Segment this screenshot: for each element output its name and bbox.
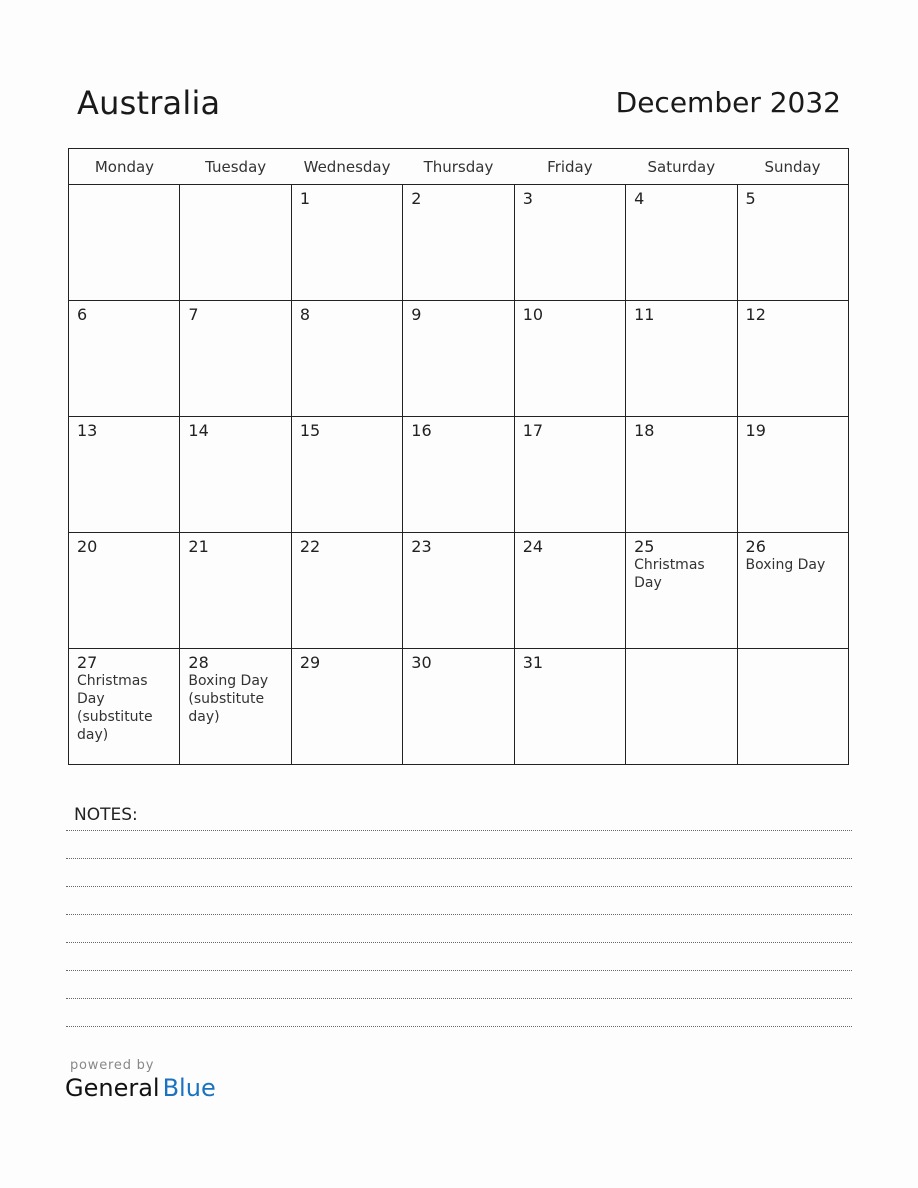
generalblue-logo (65, 1074, 216, 1102)
weekday-thursday: Thursday (403, 149, 514, 185)
day-number: 6 (77, 305, 88, 324)
day-cell (69, 533, 180, 649)
day-number: 26 (745, 537, 766, 556)
holiday-event: Christmas Day (634, 557, 705, 591)
day-cell (403, 533, 514, 649)
day-cell (737, 417, 848, 533)
day-number: 15 (299, 421, 321, 440)
country-title: Australia (77, 84, 221, 122)
weekday-monday: Monday (69, 149, 180, 185)
day-cell (291, 533, 402, 649)
calendar-weeks (69, 185, 849, 765)
day-number: 8 (299, 305, 311, 324)
week-row (69, 649, 849, 765)
day-cell (69, 649, 180, 765)
day-cell (180, 301, 291, 417)
day-number: 20 (77, 537, 98, 556)
day-cell (626, 533, 737, 649)
day-cell (180, 533, 291, 649)
day-cell (69, 417, 180, 533)
day-number: 30 (411, 653, 432, 672)
day-cell (737, 533, 848, 649)
day-cell (291, 301, 402, 417)
day-number: 2 (411, 189, 422, 208)
day-number: 27 (77, 653, 98, 672)
day-number: 9 (411, 305, 422, 324)
day-cell (626, 417, 737, 533)
day-cell (180, 649, 291, 765)
week-row (69, 185, 849, 301)
brand-general: General (65, 1074, 160, 1102)
note-line (66, 942, 852, 943)
day-cell (403, 649, 514, 765)
day-cell (626, 185, 737, 301)
day-cell (180, 185, 291, 301)
day-number: 24 (522, 537, 544, 556)
day-number: 4 (634, 189, 645, 208)
day-number: 17 (522, 421, 544, 440)
day-cell (514, 649, 625, 765)
note-line (66, 830, 852, 831)
day-cell (514, 417, 625, 533)
note-line (66, 998, 852, 999)
day-number: 22 (299, 537, 321, 556)
day-number: 23 (411, 537, 432, 556)
weekday-header-row (69, 149, 849, 185)
holiday-event: Boxing Day (substitute day) (188, 673, 269, 725)
day-cell (180, 417, 291, 533)
weekday-wednesday: Wednesday (291, 149, 402, 185)
weekday-tuesday: Tuesday (180, 149, 291, 185)
holiday-event: Christmas Day (substitute day) (77, 673, 153, 743)
weekday-friday: Friday (514, 149, 625, 185)
day-cell (403, 417, 514, 533)
day-number: 18 (634, 421, 655, 440)
day-number: 29 (299, 653, 321, 672)
day-cell (737, 185, 848, 301)
note-line (66, 858, 852, 859)
note-line (66, 886, 852, 887)
day-cell (291, 417, 402, 533)
note-line (66, 914, 852, 915)
day-number: 21 (188, 537, 209, 556)
day-cell (737, 301, 848, 417)
day-cell (626, 649, 737, 765)
day-cell (514, 301, 625, 417)
day-number: 10 (522, 305, 544, 324)
note-line (66, 970, 852, 971)
day-number: 1 (299, 189, 311, 208)
day-number: 12 (745, 305, 766, 324)
week-row (69, 533, 849, 649)
day-number: 14 (188, 421, 209, 440)
brand-blue: Blue (162, 1074, 216, 1102)
calendar-grid (68, 148, 849, 765)
day-cell (69, 301, 180, 417)
day-number: 13 (77, 421, 98, 440)
note-line (66, 1026, 852, 1027)
day-number: 5 (745, 189, 756, 208)
day-cell (403, 185, 514, 301)
notes-label: NOTES: (74, 805, 138, 825)
holiday-event: Boxing Day (745, 557, 826, 573)
day-cell (291, 649, 402, 765)
weekday-sunday: Sunday (737, 149, 848, 185)
day-number: 28 (188, 653, 209, 672)
day-number: 11 (634, 305, 655, 324)
week-row (69, 301, 849, 417)
day-number: 25 (634, 537, 655, 556)
day-number: 7 (188, 305, 199, 324)
week-row (69, 417, 849, 533)
powered-by-text: powered by (70, 1058, 155, 1073)
day-number: 31 (522, 653, 544, 672)
day-cell (69, 185, 180, 301)
day-cell (737, 649, 848, 765)
day-cell (514, 533, 625, 649)
day-cell (291, 185, 402, 301)
day-cell (514, 185, 625, 301)
day-number: 19 (745, 421, 766, 440)
day-cell (626, 301, 737, 417)
month-year-title: December 2032 (615, 86, 841, 119)
day-number: 3 (522, 189, 533, 208)
weekday-saturday: Saturday (626, 149, 737, 185)
day-cell (403, 301, 514, 417)
day-number: 16 (411, 421, 432, 440)
